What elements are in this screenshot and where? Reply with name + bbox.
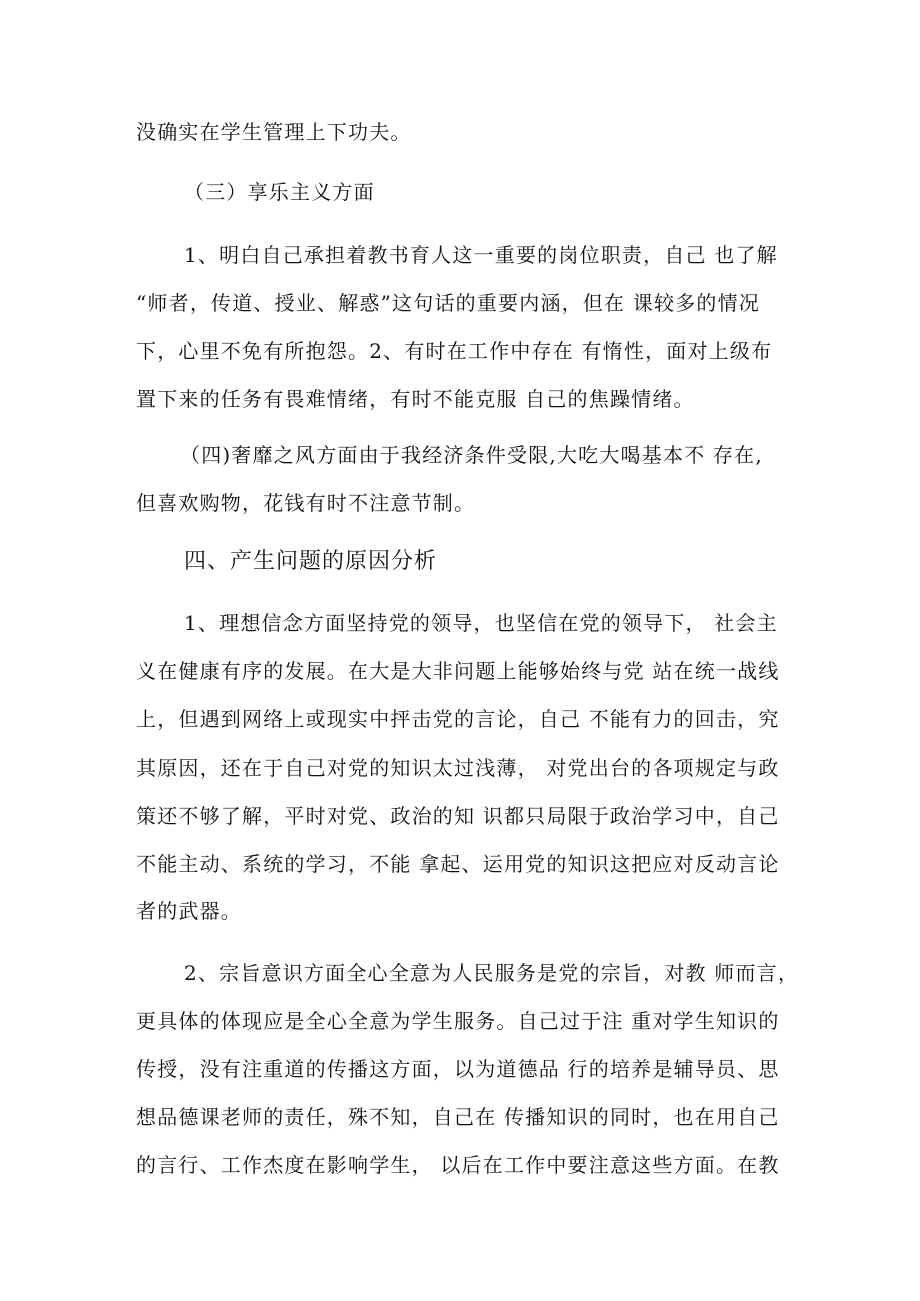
paragraph-line: 2、宗旨意识方面全心全意为人民服务是党的宗旨，对教 师而言， <box>184 961 800 985</box>
paragraph-line: 1、明白自己承担着教书育人这一重要的岗位职责，自己 也了解 <box>184 243 778 267</box>
paragraph-line: 者的武器。 <box>136 899 242 923</box>
paragraph-line: 想品德课老师的责任，殊不知，自己在 传播知识的同时，也在用自己 <box>136 1105 780 1129</box>
paragraph-line: 更具体的体现应是全心全意为学生服务。自己过于注 重对学生知识的 <box>136 1009 780 1033</box>
paragraph-line: 策还不够了解，平时对党、政治的知 识都只局限于政治学习中，自己 <box>136 804 780 828</box>
paragraph-line: 下，心里不免有所抱怨。2、有时在工作中存在 有惰性，面对上级布 <box>136 339 773 363</box>
section-heading: （三）享乐主义方面 <box>184 180 375 204</box>
section-heading: 四、产生问题的原因分析 <box>184 549 438 574</box>
paragraph-line: 义在健康有序的发展。在大是大非问题上能够始终与党 站在统一战线 <box>136 659 780 683</box>
paragraph-line: 置下来的任务有畏难情绪，有时不能克服 自己的焦躁情绪。 <box>136 387 695 411</box>
paragraph-line: 传授，没有注重道的传播这方面，以为道德品 行的培养是辅导员、思 <box>136 1057 780 1081</box>
paragraph-line: 但喜欢购物，花钱有时不注意节制。 <box>136 491 476 515</box>
paragraph-line: 的言行、工作杰度在影响学生， 以后在工作中要注意这些方面。在教 <box>136 1153 780 1177</box>
paragraph-line: “师者，传道、授业、解惑”这句话的重要内涵，但在 课较多的情况 <box>136 291 761 315</box>
paragraph-line: 没确实在学生管理上下功夫。 <box>136 120 412 144</box>
paragraph-line: 其原因，还在于自己对党的知识太过浅薄， 对党出台的各项规定与政 <box>136 756 780 780</box>
paragraph-line: （四)奢靡之风方面由于我经济条件受限,大吃大喝基本不 存在, <box>180 443 763 467</box>
paragraph-line: 上，但遇到网络上或现实中抨击党的言论，自己 不能有力的回击，究 <box>136 707 780 731</box>
paragraph-line: 不能主动、系统的学习，不能 拿起、运用党的知识这把应对反动言论 <box>136 852 780 876</box>
paragraph-line: 1、理想信念方面坚持党的领导，也坚信在党的领导下， 社会主 <box>184 611 778 635</box>
